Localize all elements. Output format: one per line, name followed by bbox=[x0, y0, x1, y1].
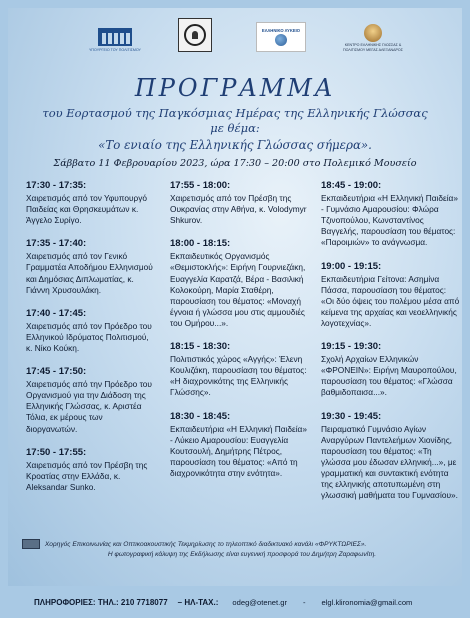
schedule-desc: Χαιρετισμός από τον Πρέσβη της Κροατίας στην Ελλάδα, κ. Aleksandar Sunko. bbox=[26, 459, 148, 492]
schedule-desc: Χαιρετισμός από τον Γενικό Γραμματέα Αποδήμου Ελληνισμού και Δημόσιας Διπλωματίας, κ. Γιάννη Χρυσουλάκη. bbox=[26, 251, 153, 295]
subtitle-line1: του Εορτασμού της Παγκόσμιας Ημέρας της Ελληνικής Γλώσσας bbox=[42, 106, 428, 120]
schedule-item bbox=[26, 238, 154, 295]
email-link-2[interactable]: elgl.klironomia@gmail.com bbox=[321, 597, 413, 607]
schedule-time: 17:40 - 17:45: bbox=[26, 307, 87, 319]
schedule-item bbox=[26, 180, 154, 226]
tv-channel-icon bbox=[22, 539, 40, 549]
globe-icon bbox=[275, 34, 287, 46]
schedule-desc: Σχολή Αρχαίων Ελληνικών «ΦΡΟΝΕΙΝ»: Ειρήνη Μαυροπούλου, παρουσίαση του θέματος: «Γλώσσα βαθμιδοπαισα...». bbox=[321, 354, 457, 398]
schedule-item bbox=[26, 366, 154, 435]
schedule-item bbox=[321, 261, 461, 330]
sponsor-line1: Χορηγός Επικοινωνίας και Οπτικοακουστικής Τεκμηρίωσης το τηλεοπτικό διαδικτυακό κανάλι «ΦΡΥΚΤΩΡΙΕΣ». bbox=[44, 540, 367, 548]
schedule-desc: Πειραματικό Γυμνάσιο Αγίων Αναργύρων Παντελεήμων Χιονίδης, παρουσίαση του θέματος: «Τη γλώσσα μου έδωσαν ελληνική...», με γραμματική και συντακτική ενότητα της ελληνικής αποτυπωμένη στη γλωσσική μαθήματα του Γυμνασίου». bbox=[321, 423, 458, 501]
schedule-time: 18:45 - 19:00: bbox=[321, 180, 382, 191]
schedule-desc: Εκπαιδευτικός Οργανισμός «Θεμιστοκλής»: Ειρήνη Γουρνιεζάκη, Ευαγγελία Καρατζά, Βέρα - Βασιλική Κολοκούρη, Μαρία Σταθέρη, παρουσίαση του θέματος: «Μοναχή έγνοια ή γλώσσα μου στις αμμουδιές του Ομήρου...». bbox=[170, 251, 306, 328]
email-separator: - bbox=[302, 597, 306, 607]
schedule-item bbox=[170, 180, 310, 226]
schedule-item bbox=[321, 180, 461, 249]
ministry-logo bbox=[78, 18, 152, 62]
schedule-desc: Χαιρετισμός από τον Πρόεδρο του Ελληνικού Ιδρύματος Πολιτισμού, κ. Νίκο Κούκη. bbox=[26, 320, 152, 353]
email-link-1[interactable]: odeg@otenet.gr bbox=[232, 597, 287, 607]
schedule-column-1 bbox=[26, 180, 154, 505]
logo-strip bbox=[8, 8, 462, 68]
center-logo bbox=[338, 18, 408, 58]
center-caption: ΚΕΝΤΡΟ ΕΛΛΗΝΙΚΗΣ ΓΛΩΣΣΑΣ & ΠΟΛΙΤΙΣΜΟΥ ΜΕΓΑΣ ΑΛΕΞΑΝΔΡΟΣ bbox=[343, 43, 403, 52]
schedule-time: 17:30 - 17:35: bbox=[26, 180, 87, 191]
schedule-desc: Χαιρετισμός από τον Υφυπουργό Παιδείας και Θρησκευμάτων κ. Άγγελο Συρίγο. bbox=[26, 193, 147, 226]
schedule-column-2 bbox=[170, 180, 310, 491]
schedule-item bbox=[321, 341, 461, 398]
helmet-icon bbox=[184, 24, 206, 46]
schedule-time: 19:30 - 19:45: bbox=[321, 410, 382, 422]
date-line: Σάββατο 11 Φεβρουαρίου 2023, ώρα 17:30 – 20:00 στο Πολεμικό Μουσείο bbox=[53, 158, 417, 169]
schedule-time: 18:00 - 18:15: bbox=[170, 238, 231, 250]
schedule-desc: Πολιτιστικός χώρος «Αγγής»: Έλενη Κουλιζάκη, παρουσίαση του θέματος: «Η διαχρονικότης της Ελληνικής Γλώσσης». bbox=[170, 354, 307, 398]
contact-bar bbox=[0, 593, 470, 611]
schedule-desc: Χαιρετισμός από την Πρόεδρο του Οργανισμού για την Διάδοση της Ελληνικής Γλώσσας, κ. Αριστέα Τόλια, εκ μέρους των διοργανωτών. bbox=[26, 379, 152, 434]
subtitle-line2: με θέμα: bbox=[210, 121, 260, 135]
schedule-item bbox=[26, 447, 154, 493]
schedule-item bbox=[26, 308, 154, 354]
schedule-desc: Χαιρετισμός από τον Πρέσβη της Ουκρανίας στην Αθήνα, κ. Volodymyr Shkurov. bbox=[170, 193, 307, 226]
schedule-time: 17:35 - 17:40: bbox=[26, 238, 87, 250]
sponsor-line1-wrap bbox=[22, 539, 462, 549]
schedule-time: 19:15 - 19:30: bbox=[321, 341, 382, 353]
lyceum-logo bbox=[256, 22, 306, 52]
lyceum-caption: ΕΛΛΗΝΙΚΟ ΛΥΚΕΙΟ bbox=[261, 27, 301, 33]
fax-email-label: – ΗΛ-ΤΑΧ.: bbox=[177, 597, 219, 607]
schedule-time: 18:30 - 18:45: bbox=[170, 410, 231, 422]
schedule-item bbox=[170, 238, 310, 329]
schedule-time: 17:45 - 17:50: bbox=[26, 366, 87, 378]
schedule-time: 19:00 - 19:15: bbox=[321, 260, 382, 272]
temple-icon bbox=[98, 28, 132, 46]
schedule-desc: Εκπαιδευτήρια «Η Ελληνική Παιδεία» - Γυμνάσιο Αμαρουσίου: Φλώρα Τζινοπούλου, Κωνσταντίνος Βαγγελής, παρουσίαση του θέματος: «Παροιμιών» το ανάγνωσμα. bbox=[321, 193, 458, 248]
ministry-caption: ΥΠΟΥΡΓΕΙΟ ΤΟΥ ΠΟΛΙΤΙΣΜΟΥ bbox=[89, 47, 141, 52]
schedule-item bbox=[170, 341, 310, 398]
schedule-time: 18:15 - 18:30: bbox=[170, 341, 231, 353]
page-title: ΠΡΟΓΡΑΜΜΑ bbox=[134, 74, 336, 102]
poster bbox=[8, 8, 462, 586]
info-phone: ΠΛΗΡΟΦΟΡΙΕΣ: ΤΗΛ.: 210 7718077 bbox=[34, 597, 168, 607]
schedule-desc: Εκπαιδευτήρια «Η Ελληνική Παιδεία» - Λύκειο Αμαρουσίου: Ευαγγελία Κουτσουλή, Δημήτρης Πέτρος, παρουσίαση του θέματος: «Από τη διαχρονικότητα στην ενότητα». bbox=[170, 423, 307, 478]
schedule-item bbox=[321, 411, 461, 502]
schedule-desc: Εκπαιδευτήρια Γείτονα: Ασημίνα Πάσσα, παρουσίαση του θέματος: «Οι δύο όψεις του πολέμου μέσα από κείμενα της αρχαίας και νεοελληνικής λογοτεχνίας». bbox=[321, 273, 460, 328]
schedule-time: 17:50 - 17:55: bbox=[26, 446, 87, 458]
theme-title: «Το ενιαίο της Ελληνικής Γλώσσας σήμερα». bbox=[98, 138, 372, 152]
alexander-coin-icon bbox=[364, 24, 382, 42]
schedule-column-3 bbox=[321, 180, 461, 513]
sponsor-line2: Η φωτογραφική κάλυψη της Εκδήλωσης είναι ευγενική προσφορά του Δημήτρη Ζαραφωνίτη. bbox=[107, 551, 377, 558]
schedule-time: 17:55 - 18:00: bbox=[170, 180, 231, 191]
seal-logo bbox=[178, 18, 212, 52]
schedule-item bbox=[170, 411, 310, 480]
sponsor-notice bbox=[22, 539, 462, 558]
